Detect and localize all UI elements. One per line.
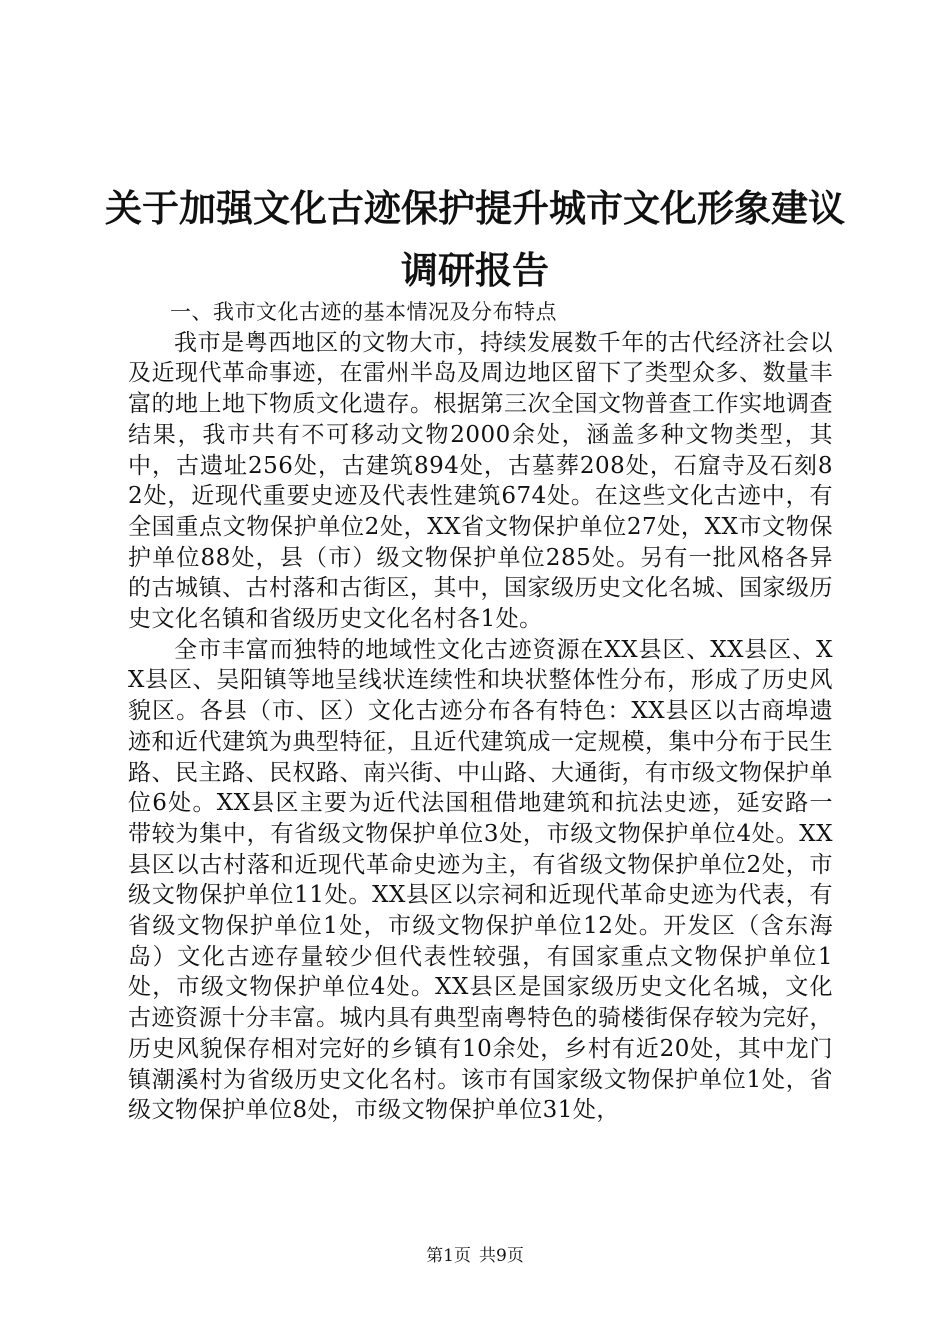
document-title-line-2: 调研报告 <box>401 248 549 292</box>
body-paragraph: 全市丰富而独特的地域性文化古迹资源在XX县区、XX县区、XX县区、吴阳镇等地呈线状连续性和块状整体性分布，形成了历史风貌区。各县（市、区）文化古迹分布各有特色：XX县区以古商埠遗迹和近代建筑为典型特征，且近代建筑成一定规模，集中分布于民生路、民主路、民权路、南兴街、中山路、大通街，有市级文物保护单位6处。XX县区主要为近代法国租借地建筑和抗法史迹，延安路一带较为集中，有省级文物保护单位3处，市级文物保护单位4处。XX县区以古村落和近现代革命史迹为主，有省级文物保护单位2处，市级文物保护单位11处。XX县区以宗祠和近现代革命史迹为代表，有省级文物保护单位1处，市级文物保护单位12处。开发区（含东海岛）文化古迹存量较少但代表性较强，有国家重点文物保护单位1处，市级文物保护单位4处。XX县区是国家级历史文化名城，文化古迹资源十分丰富。城内具有典型南粤特色的骑楼街保存较为完好，历史风貌保存相对完好的乡镇有10余处，乡村有近20处，其中龙门镇潮溪村为省级历史文化名村。该市有国家级文物保护单位1处，省级文物保护单位8处，市级文物保护单位31处， <box>128 636 833 1124</box>
page-number-total: 共9页 <box>479 1246 524 1266</box>
page-number-current: 第1页 <box>426 1246 471 1266</box>
section-heading: 一、我市文化古迹的基本情况及分布特点 <box>170 300 557 324</box>
body-paragraph: 我市是粤西地区的文物大市，持续发展数千年的古代经济社会以及近现代革命事迹，在雷州半岛及周边地区留下了类型众多、数量丰富的地上地下物质文化遗存。根据第三次全国文物普查工作实地调查结果，我市共有不可移动文物2000余处，涵盖多种文物类型，其中，古遗址256处，古建筑894处，古墓葬208处，石窟寺及石刻82处，近现代重要史迹及代表性建筑674处。在这些文化古迹中，有全国重点文物保护单位2处，XX省文物保护单位27处，XX市文物保护单位88处，县（市）级文物保护单位285处。另有一批风格各异的古城镇、古村落和古街区，其中，国家级历史文化名城、国家级历史文化名镇和省级历史文化名村各1处。 <box>128 329 833 633</box>
document-body <box>128 297 833 1126</box>
document-title-line-1: 关于加强文化古迹保护提升城市文化形象建议 <box>105 186 845 230</box>
page-footer <box>0 1245 950 1267</box>
